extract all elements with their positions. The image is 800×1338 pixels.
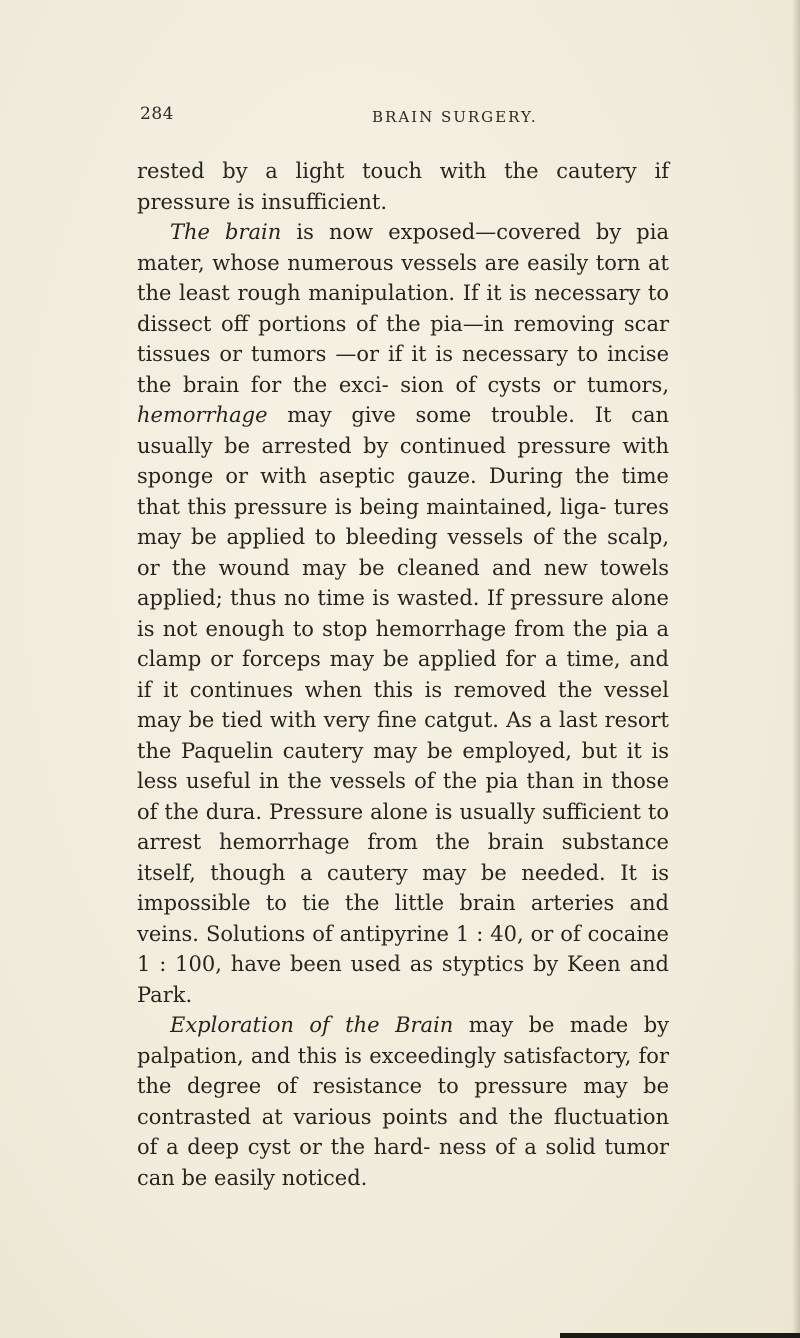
page-header	[140, 98, 660, 128]
paragraph-continuation	[137, 156, 669, 217]
running-head: BRAIN SURGERY.	[372, 108, 538, 126]
page-number: 284	[140, 104, 174, 124]
page-edge-shadow	[792, 0, 800, 1338]
text-segment: may be made by palpation, and this is exceedingly satisfactory, for the degree of resistance to pressure may be contrasted at various points and the fluctuation of a deep cyst or the hard- ness of a solid tumor can be easily noticed.	[137, 1013, 670, 1190]
italic-term-hemorrhage: hemorrhage	[137, 403, 268, 427]
italic-heading-the-brain: The brain	[170, 220, 282, 244]
italic-heading-exploration: Exploration of the Brain	[170, 1013, 454, 1037]
paragraph-exploration	[137, 1010, 669, 1193]
text-segment: rested by a light touch with the cautery if pressure is insufficient.	[137, 159, 669, 214]
text-segment: is now exposed—covered by pia mater, whose numerous vessels are easily torn at the least rough manipulation. If it is necessary to dissect off portions of the pia—in removing scar tissues or tumors —or if it is necessary to incise the brain for the exci- sion of cysts or tumors,	[137, 220, 669, 397]
page-bottom-edge	[560, 1333, 800, 1338]
paragraph-the-brain	[137, 217, 669, 1010]
text-segment: may give some trouble. It can usually be arrested by continued pressure with sponge or with aseptic gauze. During the time that this pressure is being maintained, liga- tures may be applied to bleeding vessels of the scalp, or the wound may be cleaned and new towels applied; thus no time is wasted. If pressure alone is not enough to stop hemorrhage from the pia a clamp or forceps may be applied for a time, and if it continues when this is removed the vessel may be tied with very fine catgut. As a last resort the Paquelin cautery may be employed, but it is less useful in the vessels of the pia than in those of the dura. Pressure alone is usually sufficient to arrest hemorrhage from the brain substance itself, though a cautery may be needed. It is impossible to tie the little brain arteries and veins. Solutions of antipyrine 1 : 40, or of cocaine 1 : 100, have been used as styptics by Keen and Park.	[137, 403, 669, 1007]
body-text	[137, 156, 669, 1193]
